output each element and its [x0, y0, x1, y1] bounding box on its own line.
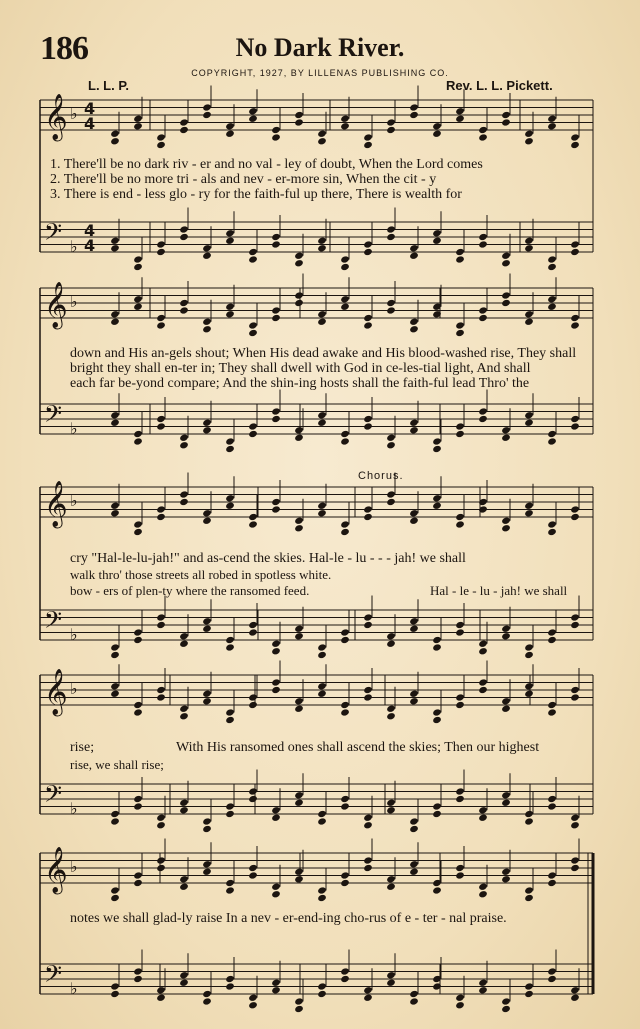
lyric-line: down and His an-gels shout; When His dead awake and His blood-washed rise, They shall	[70, 346, 577, 361]
flat-icon: ♭	[70, 104, 78, 123]
treble-clef-icon: 𝄞	[44, 481, 68, 527]
composer-credit: Rev. L. L. Pickett.	[446, 78, 553, 93]
flat-icon: ♭	[70, 491, 78, 510]
lyric-line: bright they shall en-ter in; They shall dwell with God in ce-les-tial light, And shall	[70, 361, 531, 376]
bass-clef-icon: 𝄢	[44, 218, 63, 251]
lyric-line: 1. There'll be no dark riv - er and no val - ley of doubt, When the Lord comes	[50, 157, 483, 172]
lyric-line: bow - ers of plen-ty where the ransomed feed.	[70, 583, 310, 598]
treble-clef-icon: 𝄞	[44, 282, 68, 328]
time-signature: 4	[84, 99, 96, 118]
lyric-line: cry "Hal-le-lu-jah!" and as-cend the skies. Hal-le - lu - - - jah! we shall	[70, 551, 466, 566]
lyric-line: rise, we shall rise;	[70, 757, 164, 772]
lyric-line: each far be-yond compare; And the shin-ing hosts shall the faith-ful lead Thro' the	[70, 376, 530, 391]
lyric-line: 2. There'll be no more tri - als and nev - er-more sin, When the cit - y	[50, 172, 437, 187]
flat-icon: ♭	[70, 292, 78, 311]
bass-clef-icon: 𝄢	[44, 780, 63, 813]
lyric-line: With His ransomed ones shall ascend the skies; Then our highest	[176, 740, 540, 755]
bass-clef-icon: 𝄢	[44, 400, 63, 433]
bass-clef-icon: 𝄢	[44, 606, 63, 639]
treble-clef-icon: 𝄞	[44, 847, 68, 893]
flat-icon: ♭	[70, 857, 78, 876]
time-signature: 4	[84, 114, 96, 133]
bass-clef-icon: 𝄢	[44, 960, 63, 993]
lyricist-credit: L. L. P.	[88, 78, 129, 93]
copyright-line: COPYRIGHT, 1927, BY LILLENAS PUBLISHING CO.	[191, 68, 449, 78]
flat-icon: ♭	[70, 799, 78, 818]
flat-icon: ♭	[70, 419, 78, 438]
flat-icon: ♭	[70, 625, 78, 644]
lyric-line: notes we shall glad-ly raise In a nev - er-end-ing cho-rus of e - ter - nal praise.	[70, 911, 507, 926]
lyric-line: Hal - le - lu - jah! we shall	[430, 583, 568, 598]
flat-icon: ♭	[70, 237, 78, 256]
treble-clef-icon: 𝄞	[44, 669, 68, 715]
lyric-line: 3. There is end - less glo - ry for the faith-ful up there, There is wealth for	[50, 187, 462, 202]
time-signature: 4	[84, 236, 96, 255]
note-heads	[110, 839, 580, 903]
flat-icon: ♭	[70, 679, 78, 698]
hymn-title: No Dark River.	[235, 33, 405, 62]
treble-clef-icon: 𝄞	[44, 94, 68, 140]
chorus-label: Chorus.	[358, 470, 404, 482]
flat-icon: ♭	[70, 979, 78, 998]
note-heads	[110, 950, 580, 1014]
lyric-line: rise;	[70, 740, 95, 755]
hymn-number: 186	[40, 30, 88, 67]
time-signature: 4	[84, 221, 96, 240]
lyric-line: walk thro' those streets all robed in spotless white.	[70, 567, 332, 582]
